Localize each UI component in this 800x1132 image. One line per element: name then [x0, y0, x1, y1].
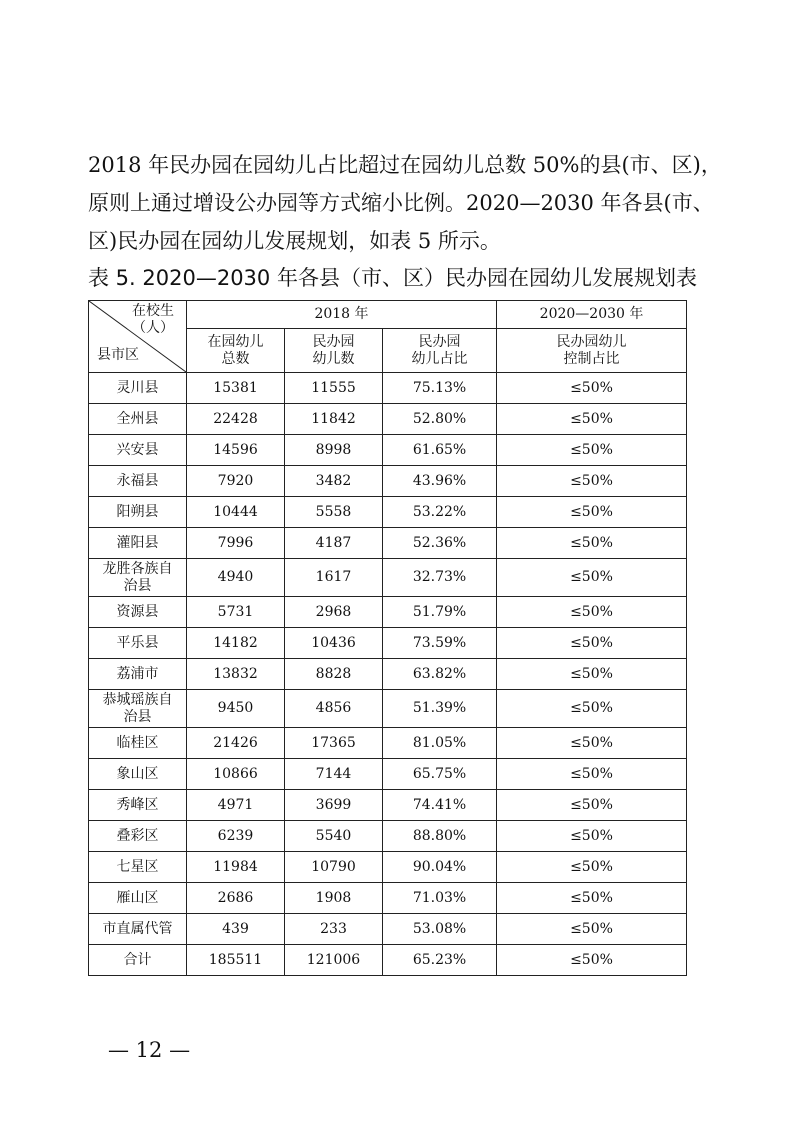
county-name [89, 559, 187, 597]
target-ratio: ≤50% [497, 404, 687, 435]
target-ratio: ≤50% [497, 821, 687, 852]
target-ratio: ≤50% [497, 759, 687, 790]
target-ratio: ≤50% [497, 790, 687, 821]
county-name: 兴安县 [89, 435, 187, 466]
table-row [89, 914, 687, 945]
private-count: 10790 [285, 852, 383, 883]
private-ratio: 88.80% [383, 821, 497, 852]
paragraph-line: 2018 年民办园在园幼儿占比超过在园幼儿总数 50%的县(市、区)， [88, 153, 722, 177]
col-header-line: 幼儿占比 [411, 350, 468, 367]
group-header-plan: 2020—2030 年 [497, 301, 687, 329]
table-row [89, 528, 687, 559]
corner-bottom-label: 县市区 [97, 347, 139, 363]
target-ratio: ≤50% [497, 883, 687, 914]
county-name-line: 恭城瑶族自 [102, 691, 173, 708]
page-number: — 12 — [108, 1038, 191, 1062]
private-ratio: 63.82% [383, 659, 497, 690]
private-count: 3482 [285, 466, 383, 497]
county-name-line: 龙胜各族自 [102, 560, 173, 577]
target-ratio: ≤50% [497, 528, 687, 559]
table-row [89, 728, 687, 759]
total-count: 7996 [187, 528, 285, 559]
private-ratio: 52.36% [383, 528, 497, 559]
total-count: 439 [187, 914, 285, 945]
table-row [89, 373, 687, 404]
county-name-line: 治县 [123, 708, 152, 725]
private-count: 4187 [285, 528, 383, 559]
county-name: 临桂区 [89, 728, 187, 759]
table-row [89, 435, 687, 466]
private-ratio: 51.39% [383, 690, 497, 728]
private-count: 1908 [285, 883, 383, 914]
county-name: 全州县 [89, 404, 187, 435]
county-name: 平乐县 [89, 628, 187, 659]
table-caption: 表 5. 2020—2030 年各县（市、区）民办园在园幼儿发展规划表 [88, 266, 697, 290]
col-header-line: 民办园幼儿 [556, 333, 627, 350]
table-row [89, 852, 687, 883]
corner-header-cell [89, 301, 187, 373]
target-ratio: ≤50% [497, 628, 687, 659]
county-name: 七星区 [89, 852, 187, 883]
table-row [89, 821, 687, 852]
table-row-total [89, 945, 687, 976]
private-count: 5558 [285, 497, 383, 528]
table-row [89, 883, 687, 914]
private-ratio: 65.23% [383, 945, 497, 976]
target-ratio: ≤50% [497, 852, 687, 883]
target-ratio: ≤50% [497, 373, 687, 404]
kindergarten-plan-table [88, 300, 687, 976]
private-count: 10436 [285, 628, 383, 659]
total-count: 2686 [187, 883, 285, 914]
county-name: 永福县 [89, 466, 187, 497]
col-header-total [187, 329, 285, 373]
total-count: 7920 [187, 466, 285, 497]
total-count: 5731 [187, 597, 285, 628]
table-row [89, 597, 687, 628]
total-count: 14182 [187, 628, 285, 659]
private-ratio: 75.13% [383, 373, 497, 404]
private-count: 2968 [285, 597, 383, 628]
table-row [89, 790, 687, 821]
county-name: 资源县 [89, 597, 187, 628]
total-count: 185511 [187, 945, 285, 976]
county-name [89, 690, 187, 728]
county-name: 叠彩区 [89, 821, 187, 852]
county-name: 灵川县 [89, 373, 187, 404]
private-count: 11842 [285, 404, 383, 435]
target-ratio: ≤50% [497, 728, 687, 759]
target-ratio: ≤50% [497, 497, 687, 528]
corner-top-line2: （人） [132, 320, 174, 336]
private-ratio: 61.65% [383, 435, 497, 466]
target-ratio: ≤50% [497, 690, 687, 728]
table-row [89, 466, 687, 497]
col-header-line: 幼儿数 [312, 350, 355, 367]
paragraph-line: 原则上通过增设公办园等方式缩小比例。2020—2030 年各县(市、 [88, 191, 714, 215]
private-ratio: 53.08% [383, 914, 497, 945]
county-name: 象山区 [89, 759, 187, 790]
county-name: 灌阳县 [89, 528, 187, 559]
target-ratio: ≤50% [497, 945, 687, 976]
target-ratio: ≤50% [497, 559, 687, 597]
private-ratio: 65.75% [383, 759, 497, 790]
private-ratio: 32.73% [383, 559, 497, 597]
total-count: 13832 [187, 659, 285, 690]
table-row [89, 559, 687, 597]
total-count: 22428 [187, 404, 285, 435]
county-name: 秀峰区 [89, 790, 187, 821]
total-count: 10444 [187, 497, 285, 528]
total-count: 6239 [187, 821, 285, 852]
private-ratio: 53.22% [383, 497, 497, 528]
col-header-line: 总数 [221, 350, 250, 367]
col-header-line: 控制占比 [563, 350, 620, 367]
target-ratio: ≤50% [497, 597, 687, 628]
corner-top-line1: 在校生 [132, 303, 174, 319]
total-count: 9450 [187, 690, 285, 728]
private-count: 121006 [285, 945, 383, 976]
private-ratio: 73.59% [383, 628, 497, 659]
private-count: 7144 [285, 759, 383, 790]
col-header-line: 民办园 [312, 333, 355, 350]
corner-top-label [132, 303, 174, 337]
private-count: 11555 [285, 373, 383, 404]
county-name: 阳朔县 [89, 497, 187, 528]
total-count: 4971 [187, 790, 285, 821]
private-ratio: 74.41% [383, 790, 497, 821]
table-row [89, 497, 687, 528]
private-ratio: 81.05% [383, 728, 497, 759]
private-ratio: 52.80% [383, 404, 497, 435]
private-count: 3699 [285, 790, 383, 821]
group-header-2018: 2018 年 [187, 301, 497, 329]
private-count: 5540 [285, 821, 383, 852]
body-paragraph [88, 146, 728, 260]
county-name: 雁山区 [89, 883, 187, 914]
county-name: 合计 [89, 945, 187, 976]
total-count: 15381 [187, 373, 285, 404]
target-ratio: ≤50% [497, 659, 687, 690]
total-count: 14596 [187, 435, 285, 466]
col-header-private [285, 329, 383, 373]
total-count: 10866 [187, 759, 285, 790]
table-row [89, 690, 687, 728]
table-row [89, 759, 687, 790]
target-ratio: ≤50% [497, 466, 687, 497]
private-count: 8828 [285, 659, 383, 690]
private-ratio: 71.03% [383, 883, 497, 914]
target-ratio: ≤50% [497, 435, 687, 466]
col-header-target [497, 329, 687, 373]
private-ratio: 43.96% [383, 466, 497, 497]
col-header-line: 民办园 [418, 333, 461, 350]
county-name: 市直属代管 [89, 914, 187, 945]
private-count: 233 [285, 914, 383, 945]
paragraph-line: 区)民办园在园幼儿发展规划，如表 5 所示。 [88, 229, 501, 253]
private-ratio: 51.79% [383, 597, 497, 628]
county-name-line: 治县 [123, 577, 152, 594]
county-name: 荔浦市 [89, 659, 187, 690]
col-header-ratio [383, 329, 497, 373]
private-count: 17365 [285, 728, 383, 759]
total-count: 21426 [187, 728, 285, 759]
total-count: 11984 [187, 852, 285, 883]
private-count: 4856 [285, 690, 383, 728]
col-header-line: 在园幼儿 [207, 333, 264, 350]
private-count: 1617 [285, 559, 383, 597]
private-count: 8998 [285, 435, 383, 466]
total-count: 4940 [187, 559, 285, 597]
private-ratio: 90.04% [383, 852, 497, 883]
table-row [89, 628, 687, 659]
target-ratio: ≤50% [497, 914, 687, 945]
table-row [89, 404, 687, 435]
table-row [89, 659, 687, 690]
